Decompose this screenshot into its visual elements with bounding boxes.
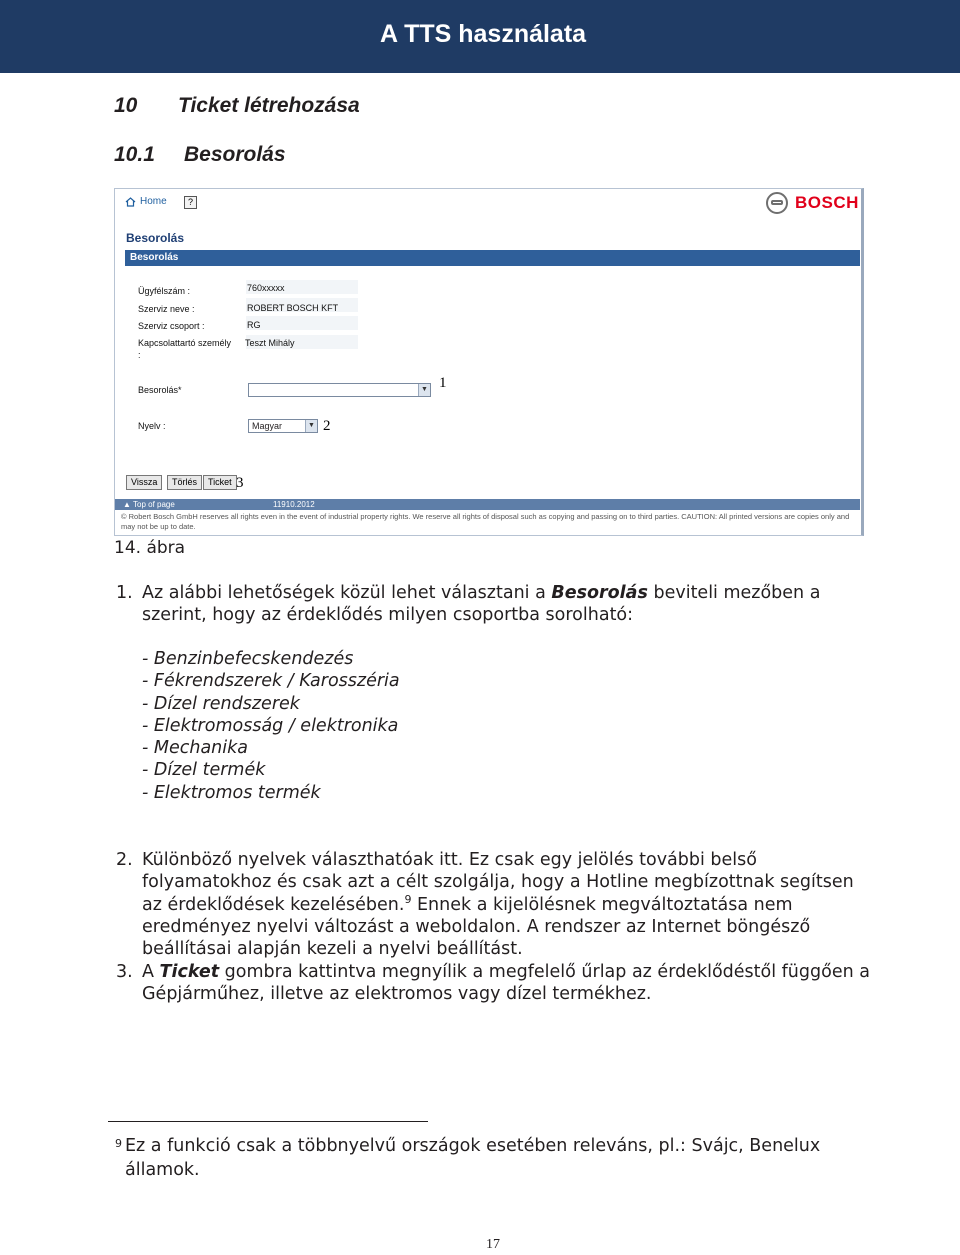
list-item-1: 1. Az alábbi lehetőségek közül lehet választani a Besorolás beviteli mezőben a szerint, hogy az érdeklődés milyen csoportba sorolható:	[116, 583, 821, 626]
bosch-logo-icon	[766, 192, 788, 214]
back-button[interactable]: Vissza	[126, 475, 162, 490]
callout-2: 2	[323, 418, 331, 434]
screenshot-topbar	[115, 189, 861, 217]
list-item-2: 2. Különböző nyelvek választhatóak itt. Ez csak egy jelölés további belső folyamatokhoz és csak azt a célt szolgálja, hogy a Hotline megbízottnak segítsen az érdeklődések kezelésében.$^9$ Ennek a kijelölésnek megváltoztatása nem eredményez nyelvi változást a weboldalon. A rendszer az Internet böngésző beállításai alapján kezeli a nyelvi beállítást.	[116, 850, 854, 960]
language-select[interactable]	[248, 419, 318, 433]
nyelv-label: Nyelv :	[138, 421, 166, 431]
field-value-customer-number: 760xxxxx	[247, 283, 285, 293]
page-number: 17	[486, 1237, 500, 1252]
footnote-number: 9	[115, 1137, 122, 1150]
list-item-1-number: 1.	[116, 583, 133, 603]
category-item: - Dízel termék	[142, 760, 266, 781]
help-button[interactable]: ?	[184, 196, 197, 209]
footnote	[115, 1134, 855, 1182]
category-item: - Benzinbefecskendezés	[142, 649, 354, 669]
heading-2	[114, 143, 286, 167]
field-label-service-group: Szerviz csoport :	[138, 321, 205, 331]
header-title: A TTS használata	[380, 20, 587, 48]
page-header-bar	[0, 0, 960, 73]
field-bg	[246, 316, 358, 330]
list-item-3: 3. A Ticket gombra kattintva megnyílik a megfelelő űrlap az érdeklődéstől függően a Gépjárműhez, illetve az elektromos vagy dízel termékhez.	[116, 962, 870, 1005]
besorolas-select[interactable]	[248, 383, 431, 397]
footnote-divider	[108, 1121, 428, 1122]
footnote-text: Ez a funkció csak a többnyelvű országok esetében releváns, pl.: Svájc, Benelux államok.	[125, 1136, 821, 1180]
bosch-brand: BOSCH	[795, 193, 859, 212]
besorolas-label: Besorolás*	[138, 385, 182, 395]
category-list	[142, 648, 400, 804]
ticket-emphasis: Ticket	[159, 962, 220, 982]
home-link[interactable]: Home	[140, 196, 167, 207]
field-label-customer-number: Ügyfélszám :	[138, 286, 191, 296]
list-item-2-number: 2.	[116, 850, 133, 870]
language-select-value: Magyar	[252, 421, 283, 431]
heading-1	[114, 94, 360, 118]
copyright-notice: © Robert Bosch GmbH reserves all rights even in the event of industrial property rights. We reserve all rights of disposal such as copying and passing on to third parties. CAUTION: All printed versions are copies only and may not be up to date.	[121, 512, 850, 531]
screenshot-page-title: Besorolás	[126, 231, 185, 245]
besorolas-emphasis: Besorolás	[551, 583, 648, 603]
field-label-contact-colon: :	[138, 350, 141, 360]
field-label-service-name: Szerviz neve :	[138, 304, 195, 314]
callout-3: 3	[236, 475, 244, 491]
field-value-service-group: RG	[247, 320, 261, 330]
chevron-down-icon[interactable]: ▼	[305, 420, 317, 432]
chevron-down-icon[interactable]: ▼	[418, 384, 430, 396]
field-value-service-name: ROBERT BOSCH KFT	[247, 303, 339, 313]
screenshot-footer-bar	[115, 499, 860, 510]
embedded-screenshot	[114, 188, 864, 536]
list-item-3-number: 3.	[116, 962, 133, 982]
category-item: - Dízel rendszerek	[142, 693, 300, 714]
footer-date: 11910.2012	[273, 500, 315, 509]
heading-2-text: Besorolás	[184, 143, 286, 166]
ticket-button[interactable]: Ticket	[203, 475, 237, 490]
delete-button[interactable]: Törlés	[167, 475, 202, 490]
field-label-contact-person: Kapcsolattartó személy	[138, 338, 232, 348]
heading-1-text: Ticket létrehozása	[178, 94, 360, 117]
home-icon	[125, 197, 136, 207]
field-value-contact-person: Teszt Mihály	[245, 338, 295, 348]
category-item: - Elektromos termék	[142, 782, 321, 803]
footnote-ref: 9	[404, 892, 412, 906]
category-item: - Mechanika	[142, 738, 248, 759]
heading-1-number: 10	[114, 94, 138, 117]
heading-2-number: 10.1	[114, 143, 155, 166]
top-of-page-link[interactable]: ▲ Top of page	[123, 500, 175, 509]
screenshot-section-bar: Besorolás	[125, 250, 860, 266]
figure-caption: 14. ábra	[114, 538, 186, 558]
category-item: - Fékrendszerek / Karosszéria	[142, 671, 400, 692]
category-item: - Elektromosság / elektronika	[142, 715, 399, 736]
callout-1: 1	[439, 375, 447, 391]
